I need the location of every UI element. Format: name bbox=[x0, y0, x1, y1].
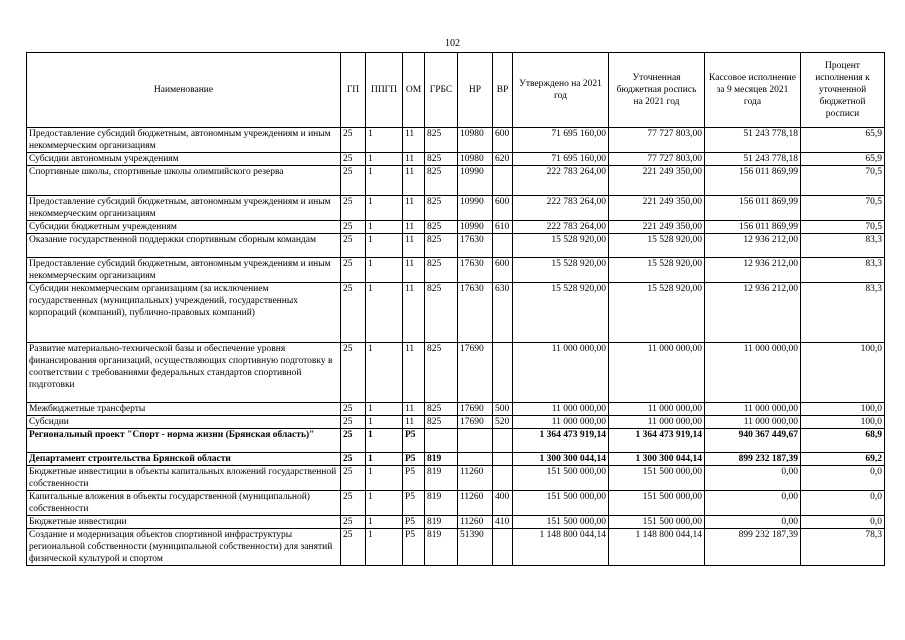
cell-name: Предоставление субсидий бюджетным, автономным учреждениям и иным некоммерческим организациям bbox=[27, 196, 341, 221]
cell-cash: 899 232 187,39 bbox=[705, 453, 801, 466]
cell-percent: 100,0 bbox=[801, 403, 885, 416]
cell-ppgp: 1 bbox=[366, 416, 403, 429]
cell-ppgp: 1 bbox=[366, 491, 403, 516]
header-ppgp: ППГП bbox=[366, 53, 403, 128]
budget-table bbox=[26, 52, 885, 566]
cell-approved: 151 500 000,00 bbox=[513, 466, 609, 491]
cell-approved: 151 500 000,00 bbox=[513, 516, 609, 529]
cell-gp: 25 bbox=[341, 466, 366, 491]
cell-om: 11 bbox=[403, 166, 425, 196]
cell-ppgp: 1 bbox=[366, 258, 403, 283]
cell-vr: 630 bbox=[493, 283, 513, 343]
cell-ppgp: 1 bbox=[366, 153, 403, 166]
cell-gp: 25 bbox=[341, 128, 366, 153]
cell-approved: 71 695 160,00 bbox=[513, 153, 609, 166]
cell-om: P5 bbox=[403, 466, 425, 491]
cell-cash: 156 011 869,99 bbox=[705, 221, 801, 234]
header-grbs: ГРБС bbox=[425, 53, 458, 128]
cell-percent: 78,3 bbox=[801, 529, 885, 566]
cell-ppgp: 1 bbox=[366, 516, 403, 529]
cell-cash: 156 011 869,99 bbox=[705, 166, 801, 196]
cell-percent: 83,3 bbox=[801, 234, 885, 258]
cell-grbs: 825 bbox=[425, 403, 458, 416]
cell-percent: 83,3 bbox=[801, 283, 885, 343]
cell-name: Оказание государственной поддержки спортивным сборным командам bbox=[27, 234, 341, 258]
cell-approved: 222 783 264,00 bbox=[513, 166, 609, 196]
cell-approved: 1 148 800 044,14 bbox=[513, 529, 609, 566]
cell-nr: 10990 bbox=[458, 221, 493, 234]
cell-nr: 17630 bbox=[458, 283, 493, 343]
cell-nr: 17690 bbox=[458, 343, 493, 403]
cell-approved: 151 500 000,00 bbox=[513, 491, 609, 516]
cell-refined: 77 727 803,00 bbox=[609, 128, 705, 153]
header-name: Наименование bbox=[27, 53, 341, 128]
cell-ppgp: 1 bbox=[366, 128, 403, 153]
cell-gp: 25 bbox=[341, 529, 366, 566]
cell-om: P5 bbox=[403, 529, 425, 566]
cell-name: Субсидии bbox=[27, 416, 341, 429]
cell-cash: 940 367 449,67 bbox=[705, 429, 801, 453]
cell-gp: 25 bbox=[341, 429, 366, 453]
table-row bbox=[27, 234, 885, 258]
cell-refined: 221 249 350,00 bbox=[609, 196, 705, 221]
cell-approved: 222 783 264,00 bbox=[513, 221, 609, 234]
cell-ppgp: 1 bbox=[366, 343, 403, 403]
cell-gp: 25 bbox=[341, 196, 366, 221]
cell-cash: 12 936 212,00 bbox=[705, 283, 801, 343]
cell-refined: 151 500 000,00 bbox=[609, 466, 705, 491]
cell-ppgp: 1 bbox=[366, 466, 403, 491]
header-percent: Процент исполнения к уточненной бюджетной росписи bbox=[801, 53, 885, 128]
cell-vr bbox=[493, 529, 513, 566]
cell-percent: 70,5 bbox=[801, 221, 885, 234]
cell-gp: 25 bbox=[341, 258, 366, 283]
cell-om: 11 bbox=[403, 416, 425, 429]
cell-vr bbox=[493, 466, 513, 491]
cell-nr: 51390 bbox=[458, 529, 493, 566]
cell-percent: 65,9 bbox=[801, 128, 885, 153]
cell-om: P5 bbox=[403, 453, 425, 466]
cell-approved: 222 783 264,00 bbox=[513, 196, 609, 221]
cell-refined: 11 000 000,00 bbox=[609, 416, 705, 429]
cell-gp: 25 bbox=[341, 491, 366, 516]
cell-cash: 11 000 000,00 bbox=[705, 343, 801, 403]
cell-percent: 100,0 bbox=[801, 416, 885, 429]
header-refined: Уточненная бюджетная роспись на 2021 год bbox=[609, 53, 705, 128]
table-row bbox=[27, 516, 885, 529]
cell-gp: 25 bbox=[341, 453, 366, 466]
cell-om: 11 bbox=[403, 153, 425, 166]
cell-grbs: 819 bbox=[425, 516, 458, 529]
cell-percent: 0,0 bbox=[801, 491, 885, 516]
cell-grbs: 819 bbox=[425, 466, 458, 491]
cell-cash: 156 011 869,99 bbox=[705, 196, 801, 221]
cell-grbs: 825 bbox=[425, 416, 458, 429]
cell-cash: 899 232 187,39 bbox=[705, 529, 801, 566]
cell-vr: 410 bbox=[493, 516, 513, 529]
cell-name: Субсидии бюджетным учреждениям bbox=[27, 221, 341, 234]
table-row bbox=[27, 416, 885, 429]
table-row bbox=[27, 258, 885, 283]
cell-refined: 11 000 000,00 bbox=[609, 403, 705, 416]
cell-gp: 25 bbox=[341, 403, 366, 416]
header-gp: ГП bbox=[341, 53, 366, 128]
cell-ppgp: 1 bbox=[366, 221, 403, 234]
cell-vr bbox=[493, 429, 513, 453]
cell-ppgp: 1 bbox=[366, 453, 403, 466]
cell-ppgp: 1 bbox=[366, 196, 403, 221]
cell-name: Субсидии автономным учреждениям bbox=[27, 153, 341, 166]
table-row bbox=[27, 343, 885, 403]
cell-vr bbox=[493, 166, 513, 196]
cell-refined: 1 364 473 919,14 bbox=[609, 429, 705, 453]
table-row bbox=[27, 429, 885, 453]
cell-approved: 11 000 000,00 bbox=[513, 343, 609, 403]
cell-nr: 10980 bbox=[458, 153, 493, 166]
cell-grbs bbox=[425, 429, 458, 453]
cell-gp: 25 bbox=[341, 153, 366, 166]
cell-percent: 65,9 bbox=[801, 153, 885, 166]
cell-cash: 0,00 bbox=[705, 466, 801, 491]
cell-om: 11 bbox=[403, 258, 425, 283]
cell-cash: 0,00 bbox=[705, 491, 801, 516]
cell-cash: 51 243 778,18 bbox=[705, 153, 801, 166]
cell-om: 11 bbox=[403, 283, 425, 343]
cell-nr: 17690 bbox=[458, 403, 493, 416]
cell-nr bbox=[458, 429, 493, 453]
cell-om: P5 bbox=[403, 516, 425, 529]
table-row bbox=[27, 196, 885, 221]
table-row bbox=[27, 491, 885, 516]
cell-percent: 0,0 bbox=[801, 466, 885, 491]
cell-nr: 17690 bbox=[458, 416, 493, 429]
cell-vr: 400 bbox=[493, 491, 513, 516]
cell-refined: 15 528 920,00 bbox=[609, 258, 705, 283]
cell-approved: 15 528 920,00 bbox=[513, 258, 609, 283]
cell-refined: 151 500 000,00 bbox=[609, 491, 705, 516]
table-row bbox=[27, 453, 885, 466]
cell-grbs: 825 bbox=[425, 166, 458, 196]
table-row bbox=[27, 153, 885, 166]
page-number: 102 bbox=[445, 38, 460, 49]
header-row bbox=[27, 53, 885, 128]
cell-ppgp: 1 bbox=[366, 283, 403, 343]
cell-om: 11 bbox=[403, 234, 425, 258]
cell-name: Создание и модернизация объектов спортивной инфраструктуры региональной собственности (муниципальной собственности) для занятий физической культурой и спортом bbox=[27, 529, 341, 566]
cell-gp: 25 bbox=[341, 166, 366, 196]
cell-name: Бюджетные инвестиции bbox=[27, 516, 341, 529]
table-row bbox=[27, 166, 885, 196]
cell-refined: 15 528 920,00 bbox=[609, 234, 705, 258]
cell-vr: 600 bbox=[493, 128, 513, 153]
cell-approved: 71 695 160,00 bbox=[513, 128, 609, 153]
cell-grbs: 825 bbox=[425, 153, 458, 166]
cell-nr bbox=[458, 453, 493, 466]
cell-cash: 11 000 000,00 bbox=[705, 416, 801, 429]
cell-grbs: 825 bbox=[425, 221, 458, 234]
cell-refined: 221 249 350,00 bbox=[609, 221, 705, 234]
header-om: ОМ bbox=[403, 53, 425, 128]
cell-grbs: 825 bbox=[425, 283, 458, 343]
header-nr: НР bbox=[458, 53, 493, 128]
cell-cash: 11 000 000,00 bbox=[705, 403, 801, 416]
cell-approved: 11 000 000,00 bbox=[513, 403, 609, 416]
cell-refined: 1 148 800 044,14 bbox=[609, 529, 705, 566]
cell-cash: 51 243 778,18 bbox=[705, 128, 801, 153]
cell-name: Региональный проект "Спорт - норма жизни (Брянская область)" bbox=[27, 429, 341, 453]
cell-grbs: 825 bbox=[425, 258, 458, 283]
cell-vr bbox=[493, 453, 513, 466]
cell-om: P5 bbox=[403, 491, 425, 516]
cell-cash: 0,00 bbox=[705, 516, 801, 529]
cell-percent: 70,5 bbox=[801, 166, 885, 196]
cell-approved: 15 528 920,00 bbox=[513, 283, 609, 343]
cell-vr: 610 bbox=[493, 221, 513, 234]
cell-name: Субсидии некоммерческим организациям (за исключением государственных (муниципальных) учреждений, государственных корпораций (компаний), публично-правовых компаний) bbox=[27, 283, 341, 343]
cell-nr: 11260 bbox=[458, 466, 493, 491]
cell-nr: 10990 bbox=[458, 196, 493, 221]
cell-vr bbox=[493, 234, 513, 258]
table-row bbox=[27, 466, 885, 491]
table-row bbox=[27, 403, 885, 416]
cell-nr: 17630 bbox=[458, 234, 493, 258]
cell-grbs: 825 bbox=[425, 128, 458, 153]
cell-gp: 25 bbox=[341, 516, 366, 529]
table-row bbox=[27, 128, 885, 153]
cell-approved: 1 364 473 919,14 bbox=[513, 429, 609, 453]
cell-name: Межбюджетные трансферты bbox=[27, 403, 341, 416]
cell-ppgp: 1 bbox=[366, 166, 403, 196]
cell-nr: 17630 bbox=[458, 258, 493, 283]
header-cash: Кассовое исполнение за 9 месяцев 2021 года bbox=[705, 53, 801, 128]
cell-refined: 77 727 803,00 bbox=[609, 153, 705, 166]
cell-cash: 12 936 212,00 bbox=[705, 234, 801, 258]
cell-gp: 25 bbox=[341, 343, 366, 403]
table-row bbox=[27, 283, 885, 343]
cell-vr: 620 bbox=[493, 153, 513, 166]
cell-gp: 25 bbox=[341, 283, 366, 343]
cell-approved: 11 000 000,00 bbox=[513, 416, 609, 429]
cell-approved: 1 300 300 044,14 bbox=[513, 453, 609, 466]
cell-grbs: 819 bbox=[425, 453, 458, 466]
cell-approved: 15 528 920,00 bbox=[513, 234, 609, 258]
cell-percent: 0,0 bbox=[801, 516, 885, 529]
cell-grbs: 819 bbox=[425, 491, 458, 516]
cell-om: 11 bbox=[403, 221, 425, 234]
cell-name: Предоставление субсидий бюджетным, автономным учреждениям и иным некоммерческим организациям bbox=[27, 128, 341, 153]
cell-om: 11 bbox=[403, 403, 425, 416]
cell-om: 11 bbox=[403, 196, 425, 221]
cell-vr bbox=[493, 343, 513, 403]
cell-vr: 600 bbox=[493, 258, 513, 283]
cell-name: Департамент строительства Брянской области bbox=[27, 453, 341, 466]
cell-grbs: 825 bbox=[425, 343, 458, 403]
cell-percent: 68,9 bbox=[801, 429, 885, 453]
cell-name: Капитальные вложения в объекты государственной (муниципальной) собственности bbox=[27, 491, 341, 516]
cell-percent: 100,0 bbox=[801, 343, 885, 403]
cell-nr: 11260 bbox=[458, 491, 493, 516]
cell-percent: 70,5 bbox=[801, 196, 885, 221]
cell-om: 11 bbox=[403, 128, 425, 153]
cell-vr: 500 bbox=[493, 403, 513, 416]
cell-ppgp: 1 bbox=[366, 234, 403, 258]
cell-gp: 25 bbox=[341, 416, 366, 429]
cell-nr: 10980 bbox=[458, 128, 493, 153]
cell-gp: 25 bbox=[341, 234, 366, 258]
cell-name: Бюджетные инвестиции в объекты капитальных вложений государственной собственности bbox=[27, 466, 341, 491]
cell-grbs: 825 bbox=[425, 234, 458, 258]
cell-ppgp: 1 bbox=[366, 529, 403, 566]
table-row bbox=[27, 221, 885, 234]
cell-nr: 10990 bbox=[458, 166, 493, 196]
header-approved: Утверждено на 2021 год bbox=[513, 53, 609, 128]
cell-refined: 11 000 000,00 bbox=[609, 343, 705, 403]
cell-cash: 12 936 212,00 bbox=[705, 258, 801, 283]
cell-ppgp: 1 bbox=[366, 403, 403, 416]
cell-refined: 1 300 300 044,14 bbox=[609, 453, 705, 466]
cell-grbs: 819 bbox=[425, 529, 458, 566]
cell-name: Спортивные школы, спортивные школы олимпийского резерва bbox=[27, 166, 341, 196]
cell-refined: 221 249 350,00 bbox=[609, 166, 705, 196]
header-vr: ВР bbox=[493, 53, 513, 128]
cell-gp: 25 bbox=[341, 221, 366, 234]
cell-name: Предоставление субсидий бюджетным, автономным учреждениям и иным некоммерческим организациям bbox=[27, 258, 341, 283]
cell-name: Развитие материально-технической базы и обеспечение уровня финансирования организаций, осуществляющих спортивную подготовку в соответствии с требованиями федеральных стандартов спортивной подготовки bbox=[27, 343, 341, 403]
cell-refined: 151 500 000,00 bbox=[609, 516, 705, 529]
cell-refined: 15 528 920,00 bbox=[609, 283, 705, 343]
cell-percent: 83,3 bbox=[801, 258, 885, 283]
cell-om: 11 bbox=[403, 343, 425, 403]
table-row bbox=[27, 529, 885, 566]
cell-percent: 69,2 bbox=[801, 453, 885, 466]
cell-nr: 11260 bbox=[458, 516, 493, 529]
cell-grbs: 825 bbox=[425, 196, 458, 221]
cell-vr: 600 bbox=[493, 196, 513, 221]
cell-vr: 520 bbox=[493, 416, 513, 429]
cell-om: P5 bbox=[403, 429, 425, 453]
cell-ppgp: 1 bbox=[366, 429, 403, 453]
